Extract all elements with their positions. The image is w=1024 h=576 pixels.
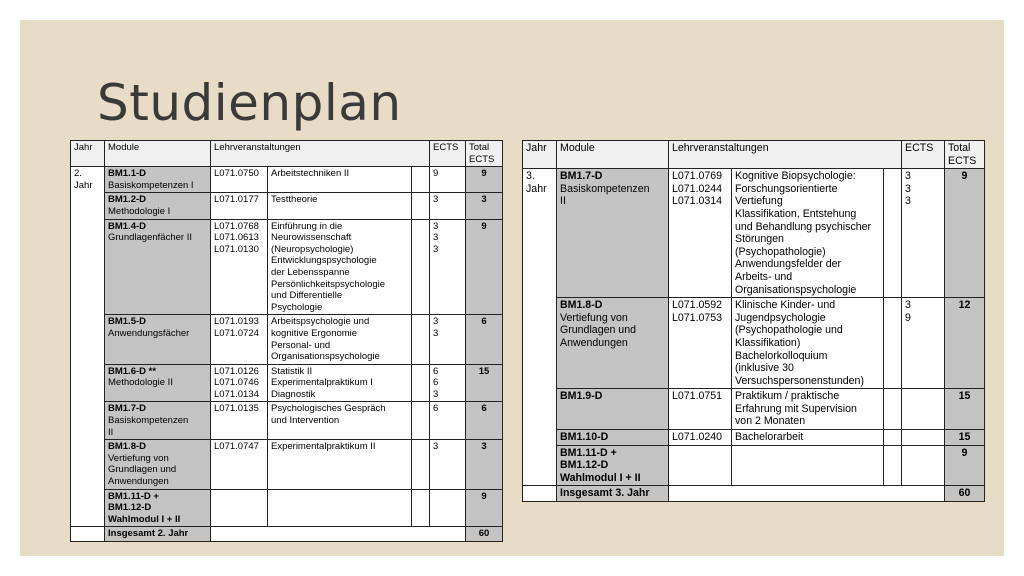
course-title-cell [732,169,884,298]
course-title-cell [732,430,884,446]
course-title: Klinische Kinder- und [735,299,836,312]
ects-cell [902,298,945,389]
year-total-label: Insgesamt 2. Jahr [105,527,211,542]
course-title-cell [732,389,884,430]
header-jahr: Jahr [523,141,557,169]
ects-value: 3 [433,220,439,232]
module-name: Basiskompetenzen [560,182,650,195]
module-code: BM1.7-D [108,403,147,415]
ects-value: 3 [433,327,439,339]
course-title-cell [268,440,412,489]
header-total-ects: Total ECTS [945,141,985,169]
header-module: Module [105,141,211,167]
ects-cell [430,193,466,219]
course-title: Diagnostik [271,388,316,400]
course-number-cell [669,169,732,298]
course-title: Personal- und [271,339,331,351]
course-title: Anwendungsfelder der [735,258,842,271]
module-cell [105,167,211,193]
table-header-row [523,141,985,169]
module-code: BM1.4-D [108,220,147,232]
course-number: L071.0750 [214,168,259,180]
course-number: L071.0314 [672,195,723,208]
course-title-cell [268,489,412,527]
table-row [523,169,985,298]
module-name: II [108,426,114,438]
module-name: Grundlagen und [560,324,636,337]
table-header-row [71,141,503,167]
total-ects-cell: 3 [466,193,503,219]
ects-value: 9 [433,168,439,180]
module-cell [557,389,669,430]
course-title: Psychologie [271,301,323,313]
empty-cell [884,298,902,389]
module-name: Basiskompetenzen [108,415,189,427]
course-number-cell [211,440,268,489]
course-title: (Neuropsychologie) [271,243,354,255]
course-title: kognitive Ergonomie [271,327,358,339]
module-name: Methodologie II [108,377,173,389]
total-ects-cell: 9 [466,219,503,315]
course-title: Kognitive Biopsychologie: [735,170,856,183]
module-cell [557,430,669,446]
course-number: L071.0193 [214,316,259,328]
module-cell [105,364,211,402]
empty-cell [412,489,430,527]
table-row [71,219,503,315]
module-name: Grundlagenfächer II [108,232,192,244]
header-total-ects: Total ECTS [466,141,503,167]
total-ects-cell: 6 [466,315,503,364]
module-name: Anwendungsfächer [108,327,190,339]
empty-cell [412,440,430,489]
course-number: L071.0130 [214,243,259,255]
course-title: Experimentalpraktikum II [271,441,376,453]
module-name: Vertiefung von [560,311,628,324]
module-code: BM1.6-D ** [108,365,157,377]
course-title: Psychologisches Gespräch [271,403,386,415]
course-number: L071.0753 [672,311,723,324]
footer-row [523,486,985,502]
course-title: Arbeitspsychologie und [271,316,370,328]
header-jahr: Jahr [71,141,105,167]
course-title: und Intervention [271,415,340,427]
empty-cell [412,402,430,440]
course-number-cell [211,219,268,315]
module-code: BM1.8-D [560,299,603,312]
table-row [71,489,503,527]
module-code: BM1.11-D + BM1.12-D Wahlmodul I + II [108,490,181,525]
course-title-cell [732,445,884,486]
module-cell [105,219,211,315]
page-title: Studienplan [97,74,402,132]
study-plan-table-year-3 [522,140,985,502]
course-title: und Behandlung psychischer [735,220,872,233]
course-title: der Lebensspanne [271,266,350,278]
course-number: L071.0769 [672,170,723,183]
ects-value: 3 [433,194,439,206]
course-title: Praktikum / praktische [735,390,840,403]
course-title-cell [268,167,412,193]
course-title: Störungen [735,233,784,246]
table-row [71,440,503,489]
course-number: L071.0177 [214,194,259,206]
course-number: L071.0592 [672,299,723,312]
module-code: BM1.1-D [108,168,147,180]
course-number: L071.0134 [214,388,259,400]
course-title: Entwicklungspsychologie [271,255,377,267]
table-row [71,193,503,219]
module-cell [105,440,211,489]
module-name: Anwendungen [560,336,628,349]
header-module: Module [557,141,669,169]
module-name: Grundlagen und [108,464,177,476]
table-row [523,389,985,430]
table-row [71,402,503,440]
empty-cell [412,167,430,193]
course-title-cell [268,219,412,315]
table-row [71,315,503,364]
table-row [71,167,503,193]
ects-value: 3 [433,316,439,328]
course-title-cell [732,298,884,389]
course-title: Arbeits- und [735,270,793,283]
empty-cell [412,315,430,364]
module-name: Methodologie I [108,205,171,217]
module-name: Basiskompetenzen I [108,179,194,191]
module-code: BM1.7-D [560,170,603,183]
course-title: Klassifikation, Entstehung [735,207,857,220]
total-ects-cell: 9 [945,169,985,298]
module-name: Anwendungen [108,476,169,488]
ects-value: 3 [433,232,439,244]
module-cell [105,315,211,364]
course-title: Testtheorie [271,194,318,206]
ects-cell [430,315,466,364]
course-title-cell [268,402,412,440]
ects-value: 3 [433,388,439,400]
course-number: L071.0751 [672,390,723,403]
ects-cell [430,402,466,440]
course-title: Bachelorarbeit [735,431,804,444]
empty-cell [884,430,902,446]
module-code: BM1.2-D [108,194,147,206]
course-number: L071.0244 [672,182,723,195]
course-number: L071.0613 [214,232,259,244]
ects-value: 3 [433,243,439,255]
ects-value: 6 [433,365,439,377]
module-code: BM1.11-D + BM1.12-D Wahlmodul I + II [560,446,641,484]
course-title: und Differentielle [271,290,343,302]
empty-cell [884,169,902,298]
course-number-cell [211,489,268,527]
ects-value: 6 [433,403,439,415]
course-number: L071.0126 [214,365,259,377]
ects-value: 3 [905,195,911,208]
course-number-cell [211,315,268,364]
course-title: Persönlichkeitspsychologie [271,278,386,290]
year-cell: 3. Jahr [523,169,557,486]
course-number-cell [211,167,268,193]
course-number: L071.0240 [672,431,723,444]
module-cell [105,402,211,440]
empty-cell [412,193,430,219]
course-title: (Psychopathologie) [735,245,826,258]
table-row [523,445,985,486]
year-total-label: Insgesamt 3. Jahr [557,486,669,502]
module-name: Vertiefung von [108,452,169,464]
course-title: Arbeitstechniken II [271,168,350,180]
total-ects-cell: 15 [466,364,503,402]
ects-cell [430,167,466,193]
ects-cell [902,445,945,486]
empty-cell [412,219,430,315]
course-title: (inklusive 30 [735,362,794,375]
course-number-cell [669,445,732,486]
empty-cell [884,445,902,486]
course-title: Organisationspsychologie [735,283,857,296]
empty-cell [412,364,430,402]
course-title: von 2 Monaten [735,415,806,428]
course-number-cell [211,193,268,219]
module-cell [105,193,211,219]
year-total-value: 60 [945,486,985,502]
module-cell [557,445,669,486]
ects-value: 9 [905,311,911,324]
ects-cell [430,219,466,315]
course-number-cell [669,298,732,389]
ects-value: 3 [905,182,911,195]
course-title-cell [268,193,412,219]
module-code: BM1.10-D [560,431,609,444]
total-ects-cell: 9 [945,445,985,486]
module-name: II [560,195,566,208]
total-ects-cell: 3 [466,440,503,489]
table-row [71,364,503,402]
module-cell [105,489,211,527]
course-title: Vertiefung [735,195,783,208]
module-code: BM1.9-D [560,390,603,403]
course-title: (Psychopathologie und [735,324,843,337]
empty-cell [523,486,557,502]
empty-cell [211,527,466,542]
module-code: BM1.5-D [108,316,147,328]
course-title: Experimentalpraktikum I [271,377,373,389]
ects-value: 3 [905,170,911,183]
total-ects-cell: 9 [466,167,503,193]
empty-cell [71,527,105,542]
course-number: L071.0768 [214,220,259,232]
course-title: Jugendpsychologie [735,311,826,324]
module-cell [557,298,669,389]
course-number: L071.0135 [214,403,259,415]
course-number: L071.0747 [214,441,259,453]
header-ects: ECTS [430,141,466,167]
ects-cell [430,440,466,489]
course-number-cell [669,430,732,446]
course-title: Organisationspsychologie [271,351,380,363]
course-number-cell [211,364,268,402]
ects-cell [902,389,945,430]
course-title-cell [268,364,412,402]
module-code: BM1.8-D [108,441,147,453]
course-title-cell [268,315,412,364]
footer-row [71,527,503,542]
total-ects-cell: 15 [945,389,985,430]
course-title: Forschungsorientierte [735,182,838,195]
year-total-value: 60 [466,527,503,542]
course-number-cell [669,389,732,430]
total-ects-cell: 6 [466,402,503,440]
course-title: Erfahrung mit Supervision [735,402,857,415]
course-number-cell [211,402,268,440]
total-ects-cell: 15 [945,430,985,446]
table-row [523,430,985,446]
course-title: Bachelorkolloquium [735,349,828,362]
course-number: L071.0746 [214,377,259,389]
module-cell [557,169,669,298]
year-cell: 2. Jahr [71,167,105,527]
empty-cell [669,486,945,502]
ects-value: 3 [433,441,439,453]
ects-value: 3 [905,299,911,312]
ects-value: 6 [433,377,439,389]
ects-cell [902,430,945,446]
ects-cell [902,169,945,298]
header-lehrveranstaltungen: Lehrveranstaltungen [669,141,902,169]
course-number: L071.0724 [214,327,259,339]
course-title: Klassifikation) [735,336,801,349]
header-lehrveranstaltungen: Lehrveranstaltungen [211,141,430,167]
total-ects-cell: 12 [945,298,985,389]
header-ects: ECTS [902,141,945,169]
ects-cell [430,364,466,402]
study-plan-table-year-2 [70,140,503,542]
total-ects-cell: 9 [466,489,503,527]
empty-cell [884,389,902,430]
ects-cell [430,489,466,527]
course-title: Einführung in die [271,220,343,232]
course-title: Neurowissenschaft [271,232,352,244]
course-title: Versuchspersonenstunden) [735,374,864,387]
course-title: Statistik II [271,365,313,377]
table-row [523,298,985,389]
